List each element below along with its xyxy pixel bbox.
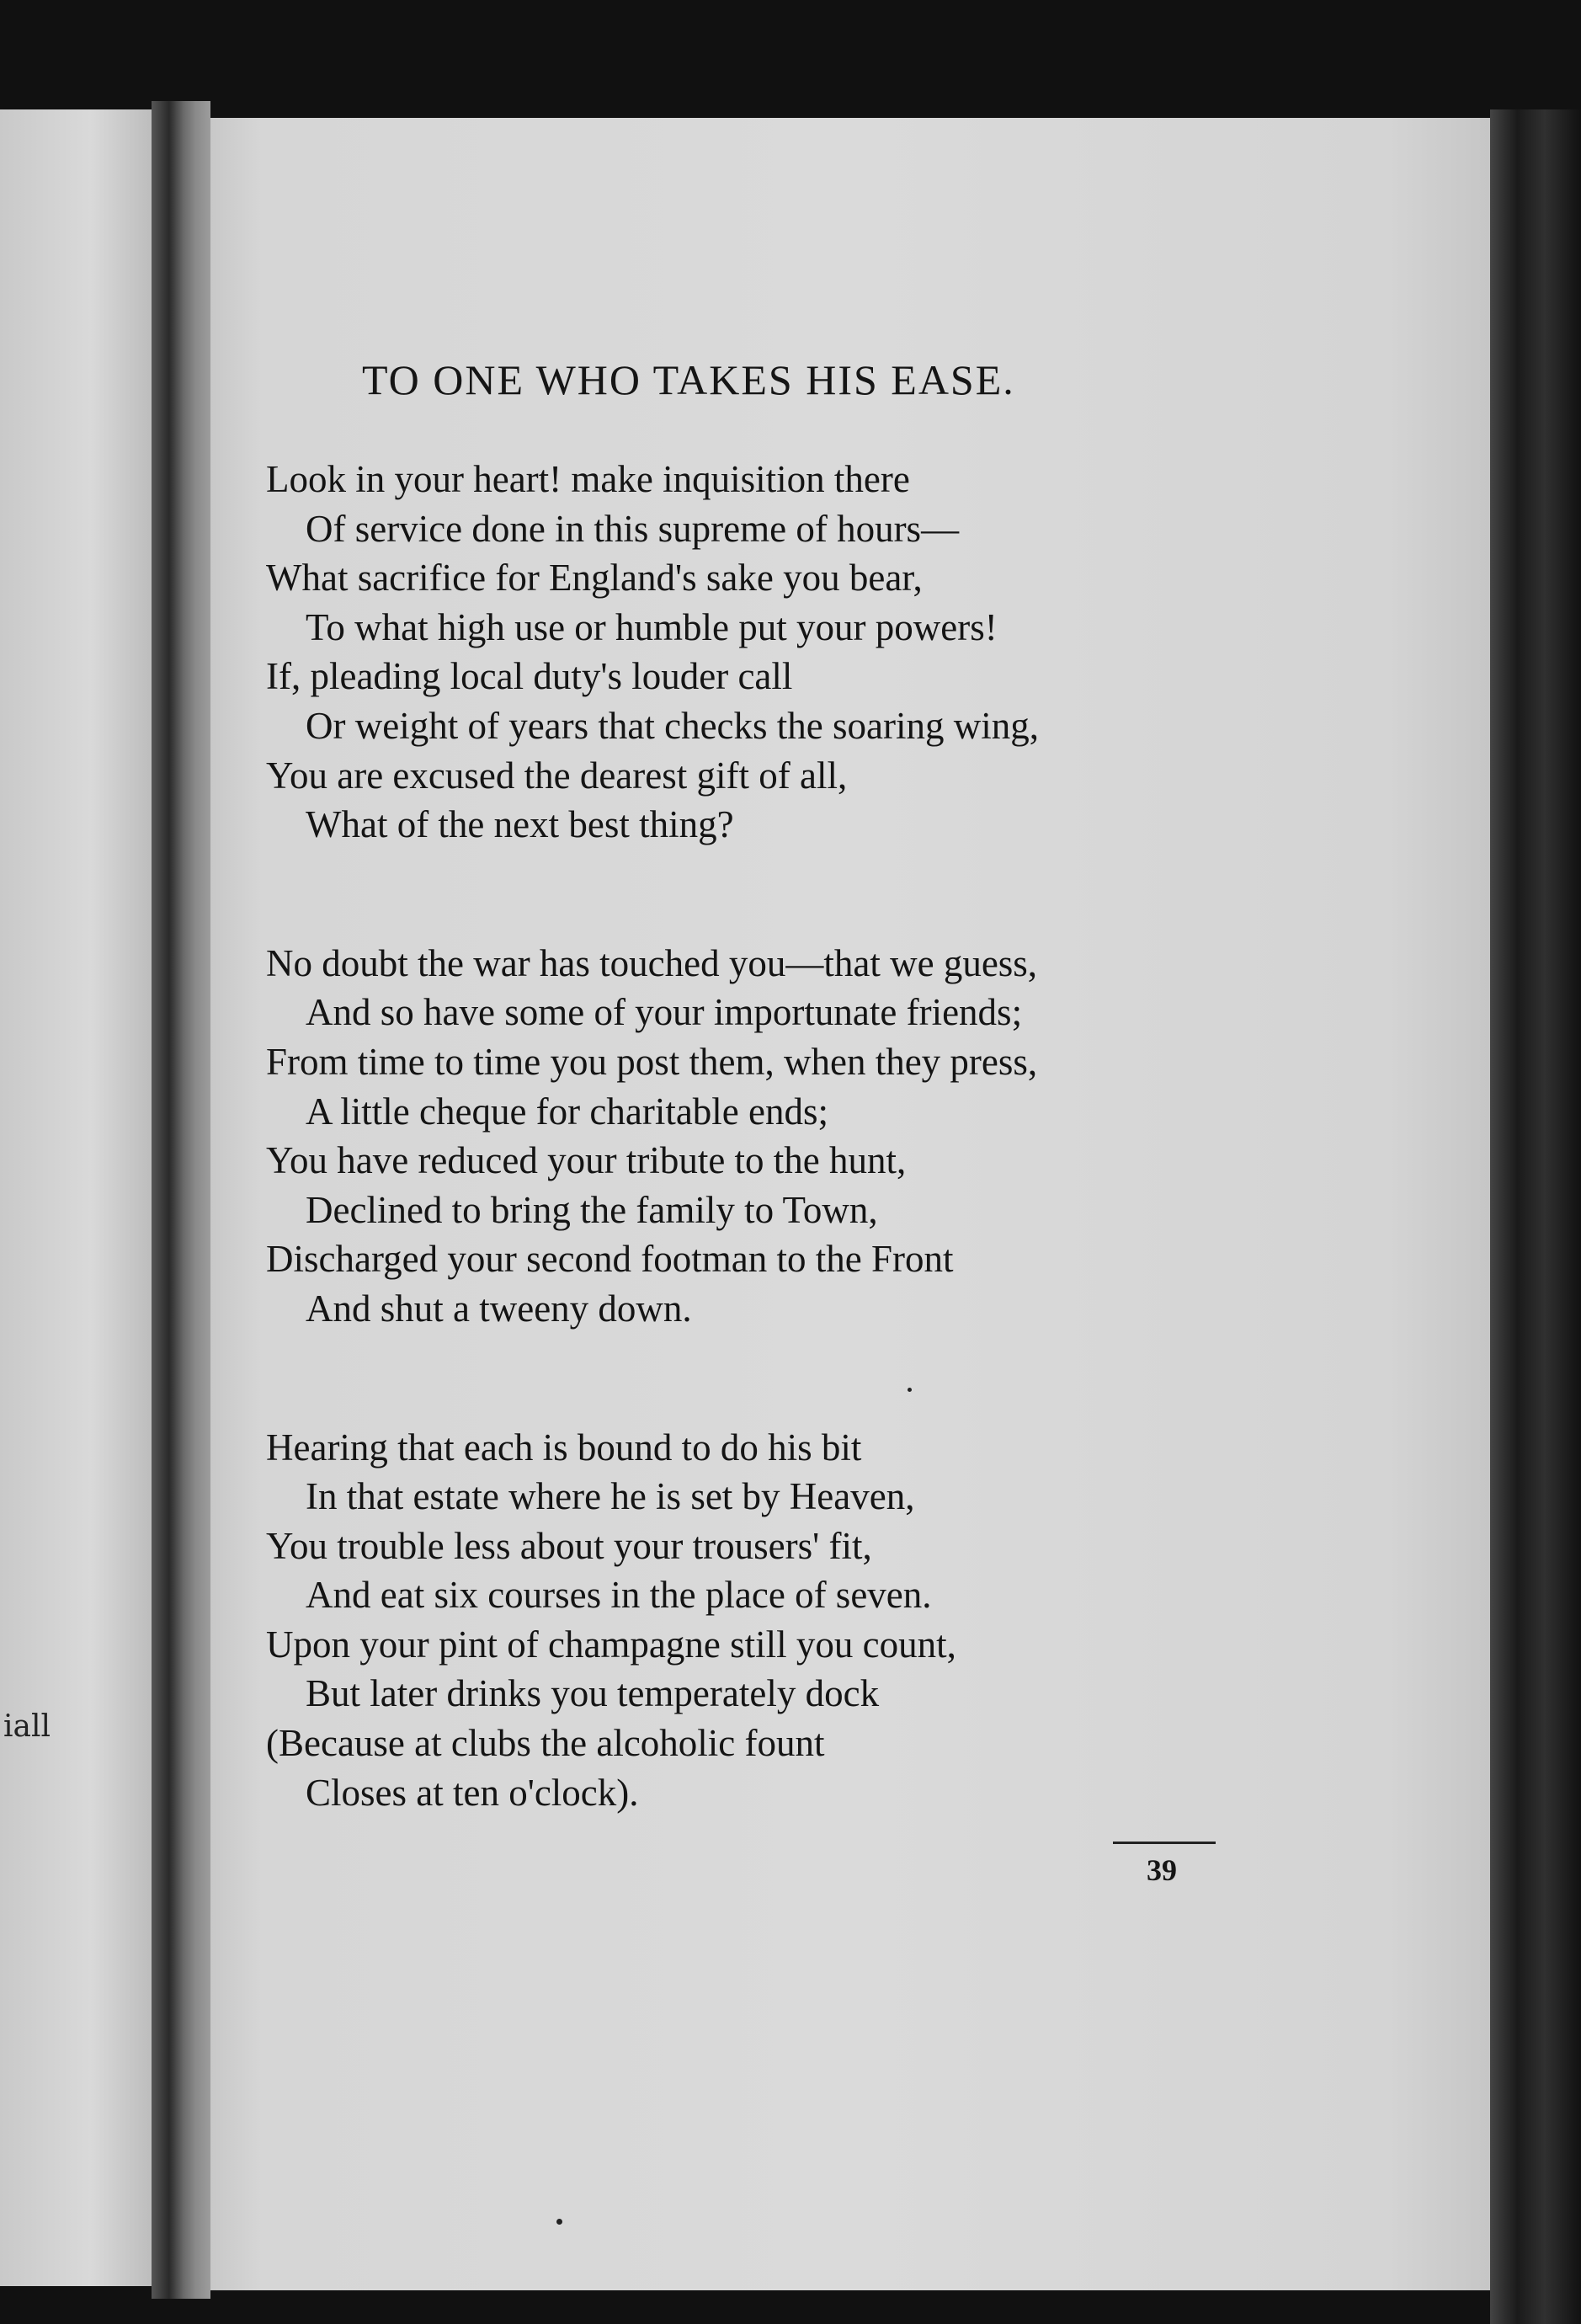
book-page [210, 118, 1490, 2290]
stanza-3 [266, 1423, 1360, 1818]
poem-line: Upon your pint of champagne still you count, [266, 1623, 956, 1666]
left-facing-page [0, 109, 152, 2286]
poem-line: A little cheque for charitable ends; [306, 1090, 829, 1133]
poem-line: What of the next best thing? [306, 803, 734, 846]
poem-line: You are excused the dearest gift of all, [266, 754, 848, 797]
poem-line: And shut a tweeny down. [306, 1287, 692, 1330]
poem-line: And so have some of your importunate friends; [306, 991, 1023, 1034]
poem-line: From time to time you post them, when they press, [266, 1040, 1038, 1083]
poem-line: If, pleading local duty's louder call [266, 655, 793, 698]
poem-line: And eat six courses in the place of seven. [306, 1574, 932, 1617]
poem-body [266, 455, 1360, 1906]
poem-line: What sacrifice for England's sake you bear, [266, 557, 923, 600]
print-speck [908, 1388, 912, 1392]
poem-line: You trouble less about your trousers' fit, [266, 1524, 872, 1567]
poem-line: Or weight of years that checks the soaring wing, [306, 704, 1039, 747]
poem-line: In that estate where he is set by Heaven, [306, 1475, 915, 1518]
page-number-rule [1113, 1842, 1216, 1844]
page-number: 39 [1147, 1853, 1177, 1887]
poem-line: But later drinks you temperately dock [306, 1672, 880, 1715]
stanza-1 [266, 455, 1360, 850]
poem-line: Closes at ten o'clock). [306, 1771, 639, 1814]
print-speck [556, 2219, 562, 2225]
stanza-2 [266, 939, 1360, 1334]
poem-line: (Because at clubs the alcoholic fount [266, 1722, 825, 1765]
left-page-text-fragment: iall [3, 1709, 51, 1744]
poem-line: You have reduced your tribute to the hunt, [266, 1139, 907, 1182]
poem-title: TO ONE WHO TAKES HIS EASE. [362, 356, 1015, 403]
poem-line: No doubt the war has touched you—that we guess, [266, 941, 1038, 984]
poem-line: Hearing that each is bound to do his bit [266, 1426, 862, 1468]
poem-line: Declined to bring the family to Town, [306, 1188, 878, 1231]
poem-line: Of service done in this supreme of hours— [306, 507, 960, 550]
poem-line: Discharged your second footman to the Front [266, 1238, 954, 1281]
page-edge-shadow [1490, 109, 1581, 2324]
book-gutter [152, 101, 210, 2299]
poem-line: To what high use or humble put your powers! [306, 605, 998, 648]
poem-line: Look in your heart! make inquisition there [266, 458, 910, 500]
